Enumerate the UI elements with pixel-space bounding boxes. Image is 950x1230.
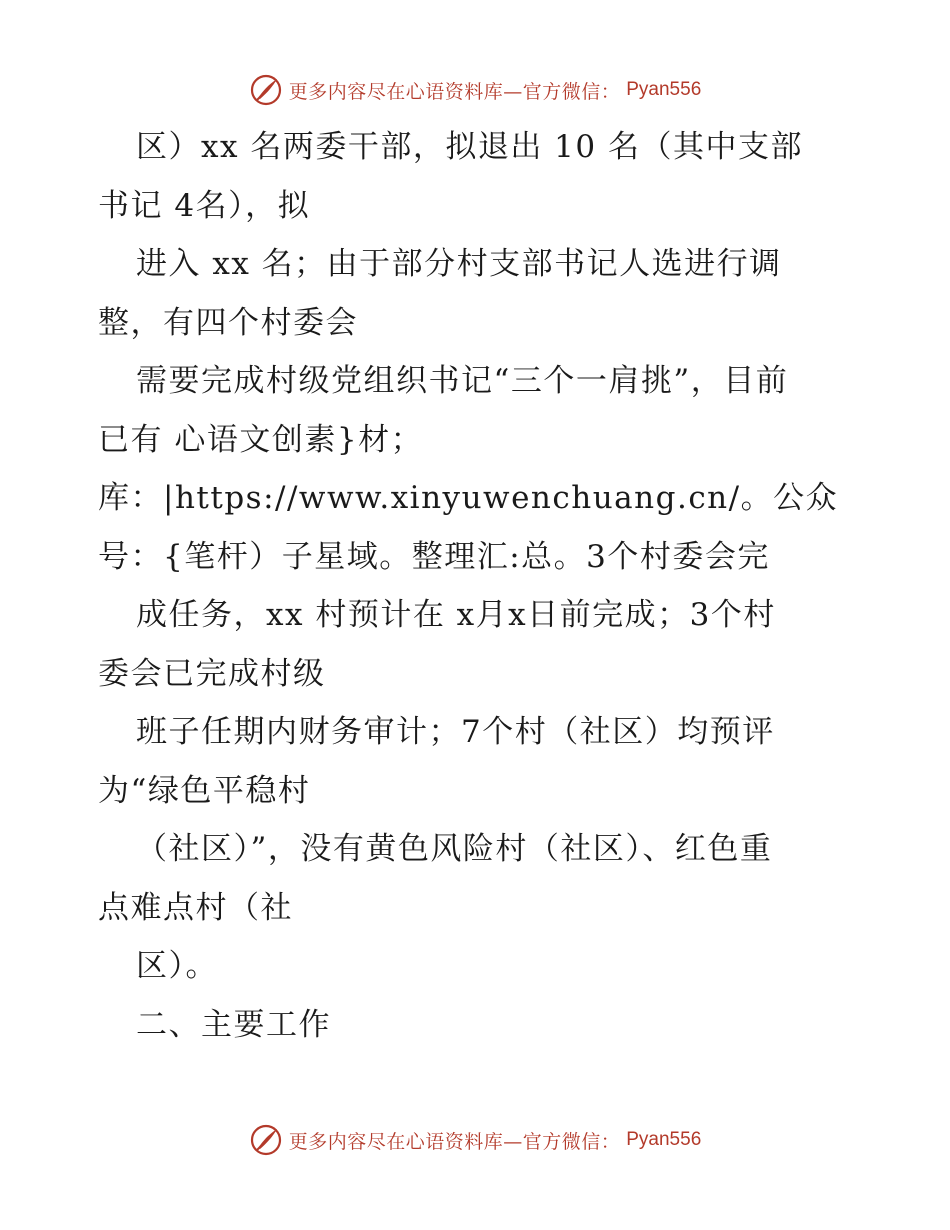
text-line: 班子任期内财务审计；7个村（社区）均预评 (136, 714, 775, 750)
header-banner (0, 70, 950, 110)
text-line: 进入 xx 名；由于部分村支部书记人选进行调 (136, 246, 782, 282)
text-line: 委会已完成村级 (98, 655, 326, 692)
quill-logo-icon (249, 73, 283, 107)
text-line: （社区）”，没有黄色风险村（社区）、红色重 (136, 831, 773, 867)
section-heading: 二、主要工作 (136, 1006, 331, 1043)
footer-wechat-id: Pyan556 (626, 1129, 702, 1150)
footer-banner-text: 更多内容尽在心语资料库—官方微信： (288, 1130, 621, 1153)
text-line: 需要完成村级党组织书记“三个一肩挑”，目前 (136, 363, 789, 399)
text-line: 库：|https://www.xinyuwenchuang.cn/。公众 (98, 480, 839, 516)
text-line: 已有 心语文创素}材； (98, 421, 424, 458)
quill-logo-icon (249, 1123, 283, 1157)
footer-banner (0, 1120, 950, 1160)
text-line: 区）xx 名两委干部，拟退出 10 名（其中支部 (136, 129, 803, 165)
text-line: 区）。 (136, 948, 218, 984)
text-line: 成任务，xx 村预计在 x月x日前完成；3个村 (136, 597, 776, 633)
text-line: 号：{笔杆）子星域。整理汇:总。3个村委会完 (98, 538, 770, 575)
text-line: 点难点村（社 (98, 889, 293, 926)
text-line: 整，有四个村委会 (98, 304, 358, 341)
document-body (98, 118, 888, 1054)
text-line: 书记 4名），拟 (98, 187, 311, 224)
header-banner-text: 更多内容尽在心语资料库—官方微信： (288, 80, 621, 103)
header-wechat-id: Pyan556 (626, 79, 702, 100)
text-line: 为“绿色平稳村 (98, 772, 311, 809)
